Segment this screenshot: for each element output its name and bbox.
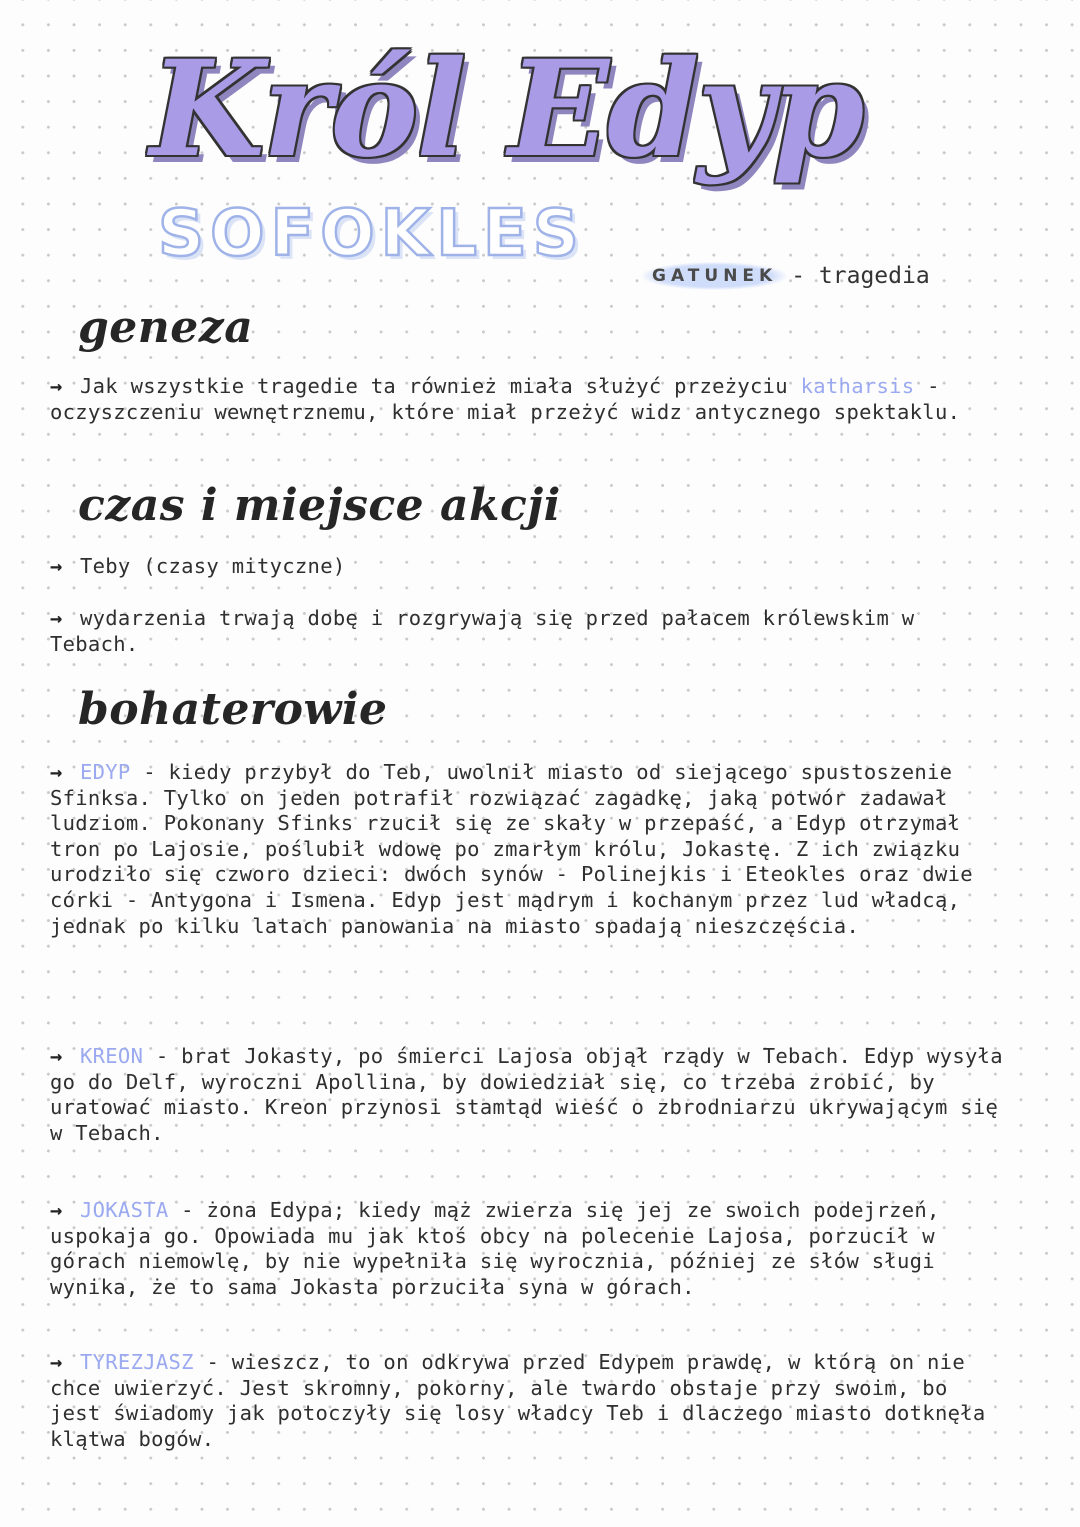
page-title: Król Edyp [150,32,863,187]
author-name: SOFOKLES [158,197,585,271]
character-edyp [50,760,1010,939]
czas-item-1-text: Teby (czasy mityczne) [80,554,346,578]
term-tyrezjasz: TYREZJASZ [80,1350,194,1374]
arrow-icon: → [50,374,63,398]
geneza-text: - oczyszczeniu wewnętrznemu, które miał przeżyć widz antycznego spektaklu. [50,374,961,424]
geneza-intro: Jak wszystkie tragedie ta również miała służyć przeżyciu [80,374,788,398]
czas-item-2 [50,606,1010,657]
character-tyrezjasz [50,1350,1010,1452]
heading-bohaterowie: bohaterowie [78,684,388,735]
term-kreon: KREON [80,1044,144,1068]
genre-value: - tragedia [791,263,930,289]
arrow-icon: → [50,760,63,784]
jokasta-text: - żona Edypa; kiedy mąż zwierza się jej ze swoich podejrzeń, uspokaja go. Opowiada mu jak ktoś obcy na polecenie Lajosa, porzucił w górach niemowlę, by nie wypełniła się wyrocznia, później ze słów sługi wynika, że to sama Jokasta porzuciła syna w górach. [50,1198,940,1299]
tyrezjasz-text: - wieszcz, to on odkrywa przed Edypem prawdę, w którą on nie chce uwierzyć. Jest skromny, pokorny, ale twardo obstaje przy swoim, bo jest świadomy jak potoczyły się losy władcy Teb i dlaczego miasto dotknęła klątwa bogów. [50,1350,986,1451]
arrow-icon: → [50,606,63,630]
geneza-paragraph [50,374,1010,425]
edyp-text: - kiedy przybył do Teb, uwolnił miasto od siejącego spustoszenie Sfinksa. Tylko on jeden potrafił rozwiązać zagadkę, jaką potwór zadawał ludziom. Pokonany Sfinks rzucił się ze skały w przepaść, a Edyp otrzymał tron po Lajosie, poślubił wdowę po zmarłym królu, Jokastę. Z ich związku urodziło się czworo dzieci: dwóch synów - Polinejkis i Eteokles oraz dwie córki - Antygona i Ismena. Edyp jest mądrym i kochanym przez lud władcą, jednak po kilku latach panowania na miasto spadają nieszczęścia. [50,760,973,938]
term-katharsis: katharsis [800,374,915,398]
arrow-icon: → [50,1044,63,1068]
czas-item-2-text: wydarzenia trwają dobę i rozgrywają się przed pałacem królewskim w Tebach. [50,606,915,656]
genre-line [642,262,930,290]
term-edyp: EDYP [80,760,131,784]
genre-label: GATUNEK [642,262,787,290]
heading-czas-i-miejsce: czas i miejsce akcji [78,480,561,531]
heading-geneza: geneza [78,302,254,353]
arrow-icon: → [50,1350,63,1374]
czas-item-1 [50,554,1010,580]
arrow-icon: → [50,554,63,578]
term-jokasta: JOKASTA [80,1198,169,1222]
arrow-icon: → [50,1198,63,1222]
character-kreon [50,1044,1010,1146]
kreon-text: - brat Jokasty, po śmierci Lajosa objął rządy w Tebach. Edyp wysyła go do Delf, wyroczni Apollina, by dowiedział się, co trzeba zrobić, by uratować miasto. Kreon przynosi stamtąd wieść o zbrodniarzu ukrywającym się w Tebach. [50,1044,1003,1145]
character-jokasta [50,1198,1010,1300]
